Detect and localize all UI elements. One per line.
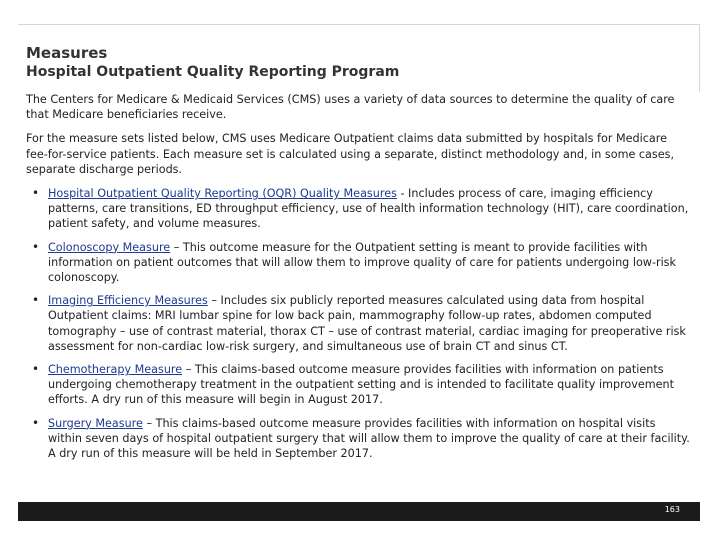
list-item-surgery bbox=[32, 415, 691, 462]
page-number: 163 bbox=[664, 505, 680, 514]
list-item-text: – This outcome measure for the Outpatient setting is meant to provide facilities with information on patient outcomes that will allow them to improve quality of care for patients undergoing low-risk colonoscopy. bbox=[48, 240, 676, 285]
slide bbox=[18, 24, 700, 521]
footer-bar bbox=[18, 502, 700, 521]
measure-list bbox=[26, 186, 691, 461]
link-colonoscopy-measure[interactable]: Colonoscopy Measure bbox=[48, 240, 171, 254]
list-item-text: - Includes process of care, imaging efficiency patterns, care transitions, ED throughput efficiency, use of health information technology (HIT), care coordination, patient safety, and volume measures. bbox=[48, 187, 689, 231]
list-item-colonoscopy bbox=[32, 239, 691, 286]
list-item-text: – This claims-based outcome measure provides facilities with information on patients undergoing chemotherapy treatment in the outpatient setting and is intended to facilitate quality improvement efforts. A dry run of this measure will begin in August 2017. bbox=[48, 363, 675, 407]
list-item-imaging bbox=[32, 293, 691, 354]
right-divider bbox=[699, 24, 700, 92]
top-divider bbox=[18, 24, 700, 25]
bullet-icon: • bbox=[32, 415, 40, 430]
bullet-icon: • bbox=[32, 293, 40, 308]
body-content bbox=[26, 92, 691, 469]
link-oqr-quality-measures[interactable]: Hospital Outpatient Quality Reporting (OQR) Quality Measures bbox=[48, 187, 397, 201]
list-item-text: – This claims-based outcome measure provides facilities with information on hospital visits within seven days of hospital outpatient surgery that will allow them to improve the quality of care at their facility. A dry run of this measure will be held in September 2017. bbox=[48, 416, 690, 461]
list-item-chemotherapy bbox=[32, 362, 691, 408]
bullet-icon: • bbox=[32, 362, 40, 377]
page-title: Measures bbox=[26, 44, 108, 62]
bullet-icon: • bbox=[32, 239, 40, 254]
link-chemotherapy-measure[interactable]: Chemotherapy Measure bbox=[48, 363, 183, 377]
bullet-icon: • bbox=[32, 186, 40, 201]
list-item-oqr bbox=[32, 186, 691, 232]
link-surgery-measure[interactable]: Surgery Measure bbox=[48, 416, 143, 430]
intro-paragraph-2: For the measure sets listed below, CMS uses Medicare Outpatient claims data submitted by hospitals for Medicare fee-for-service patients. Each measure set is calculated using a separate, distinct methodology and, in some cases, separate discharge periods. bbox=[26, 132, 675, 176]
intro-paragraph-1: The Centers for Medicare & Medicaid Services (CMS) uses a variety of data sources to determine the quality of care that Medicare beneficiaries receive. bbox=[26, 93, 675, 122]
link-imaging-efficiency-measures[interactable]: Imaging Efficiency Measures bbox=[48, 294, 208, 308]
list-item-text: – Includes six publicly reported measures calculated using data from hospital Outpatient claims: MRI lumbar spine for low back pain, mammography follow-up rates, abdomen computed tomography – use of contrast material, thorax CT – use of contrast material, cardiac imaging for preoperative risk assessment for non-cardiac low-risk surgery, and simultaneous use of brain CT and sinus CT. bbox=[48, 294, 686, 353]
page-subtitle: Hospital Outpatient Quality Reporting Program bbox=[26, 64, 400, 80]
